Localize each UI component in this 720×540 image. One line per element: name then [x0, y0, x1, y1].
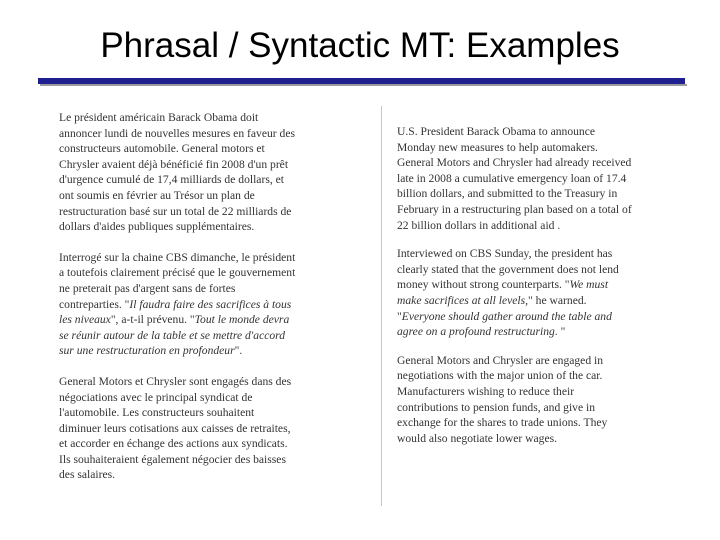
english-line: negotiations with the major union of the car. [397, 369, 603, 383]
text-run: ". [234, 344, 243, 358]
french-line: annoncer lundi de nouvelles mesures en faveur des [59, 126, 295, 140]
french-line: ont soumis en février au Trésor un plan de [59, 188, 255, 202]
english-paragraph-3 [397, 353, 669, 447]
english-line: February in a restructuring plan based on a total of [397, 202, 632, 216]
french-line: Ils souhaiteraient également négocier des baisses [59, 452, 286, 466]
french-line: ne preterait pas d'argent sans de fortes [59, 281, 236, 295]
french-paragraph-1 [59, 110, 329, 235]
french-line: General Motors et Chrysler sont engagés dans des [59, 374, 292, 388]
french-line: Chrysler avaient déjà bénéficié fin 2008 d'un prêt [59, 157, 289, 171]
english-line [397, 293, 669, 309]
text-run: contreparties. " [59, 297, 130, 311]
french-line: diminuer leurs cotisations aux caisses de retraites, [59, 421, 291, 435]
french-paragraph-3 [59, 374, 329, 483]
french-line: constructeurs automobile. General motors et [59, 142, 265, 156]
english-translation-text [397, 124, 669, 459]
slide-title: Phrasal / Syntactic MT: Examples [100, 26, 620, 65]
text-run: money without strong counterparts. " [397, 278, 570, 292]
french-line [59, 328, 329, 344]
english-line: General Motors and Chrysler are engaged in [397, 353, 604, 367]
text-run: . " [554, 325, 566, 339]
english-line: U.S. President Barack Obama to announce [397, 125, 596, 138]
french-paragraph-2 [59, 250, 329, 359]
english-line: billion dollars, and submitted to the Treasury in [397, 187, 618, 201]
italic-quote: We must [569, 278, 609, 292]
french-line [59, 343, 329, 359]
french-line: restructuration basé sur un total de 22 milliards de [59, 204, 292, 218]
italic-quote: Tout le monde devra [194, 313, 290, 327]
english-line [397, 324, 669, 340]
french-line: négociations avec le principal syndicat de [59, 390, 253, 404]
italic-quote: Il faudra faire des sacrifices à tous [129, 297, 292, 311]
english-line [397, 309, 669, 325]
english-line: Manufacturers wishing to reduce their [397, 384, 575, 398]
english-paragraph-2 [397, 246, 669, 340]
title-underline-shadow [40, 84, 687, 86]
english-line: 22 billion dollars in additional aid . [397, 218, 561, 232]
english-line: exchange for the shares to trade unions. They [397, 416, 608, 430]
italic-quote: les niveaux [59, 313, 111, 327]
italic-quote: make sacrifices at all levels, [397, 293, 529, 307]
italic-quote: Everyone should gather around the table and [401, 309, 612, 323]
french-line: Interrogé sur la chaine CBS dimanche, le président [59, 250, 296, 264]
column-divider [381, 106, 382, 506]
english-line: would also negotiate lower wages. [397, 431, 558, 445]
french-line: dollars d'aides publiques supplémentaires. [59, 220, 255, 234]
french-line: d'urgence cumulé de 17,4 milliards de dollars, et [59, 173, 284, 187]
text-run: " he warned. [528, 293, 587, 307]
english-line: contributions to pension funds, and give in [397, 400, 596, 414]
text-run: ", a-t-il prévenu. " [110, 313, 195, 327]
french-line: Le président américain Barack Obama doit [59, 111, 259, 124]
english-line: Interviewed on CBS Sunday, the president has [397, 247, 613, 261]
english-line: General Motors and Chrysler had already received [397, 156, 632, 170]
english-line: late in 2008 a cumulative emergency loan of 17.4 [397, 171, 627, 185]
text-run: " [397, 309, 402, 323]
italic-quote: agree on a profound restructuring [397, 325, 555, 339]
french-line: l'automobile. Les constructeurs souhaitent [59, 406, 255, 420]
french-line: des salaires. [59, 468, 116, 482]
english-line [397, 277, 669, 293]
italic-quote: sur une restructuration en profondeur [59, 344, 235, 358]
french-line: et accorder en échange des actions aux syndicats. [59, 437, 288, 451]
french-source-text [59, 110, 329, 498]
english-paragraph-1 [397, 124, 669, 233]
english-line: Monday new measures to help automakers. [397, 140, 598, 154]
french-line [59, 297, 329, 313]
french-line: a toutefois clairement précisé que le gouvernement [59, 266, 296, 280]
italic-quote: se réunir autour de la table et se mettre d'accord [59, 328, 286, 342]
english-line: clearly stated that the government does not lend [397, 262, 619, 276]
french-line [59, 312, 329, 328]
